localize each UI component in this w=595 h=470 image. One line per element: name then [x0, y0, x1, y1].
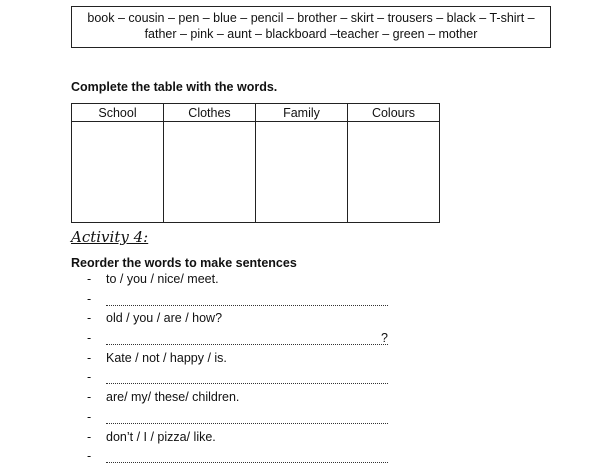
answer-line[interactable] [106, 449, 388, 463]
table-instruction: Complete the table with the words. [71, 80, 278, 94]
prompt-text: are/ my/ these/ children. [106, 390, 240, 405]
answer-row [87, 410, 407, 430]
word-box [71, 6, 551, 48]
prompt-row [87, 430, 407, 450]
answer-line[interactable] [106, 370, 388, 384]
activity-title: Activity 4: [71, 228, 149, 246]
vocabulary-table [71, 103, 440, 223]
dash-marker: - [87, 390, 92, 405]
header-family: Family [256, 104, 348, 122]
dash-marker: - [87, 370, 92, 385]
dash-marker: - [87, 291, 92, 306]
prompt-row [87, 390, 407, 410]
dash-marker: - [87, 331, 92, 346]
answer-line[interactable] [106, 292, 388, 306]
prompt-row [87, 311, 407, 331]
reorder-exercise [87, 272, 407, 469]
dash-marker: - [87, 409, 92, 424]
header-clothes: Clothes [164, 104, 256, 122]
prompt-text: don’t / I / pizza/ like. [106, 429, 216, 444]
prompt-row [87, 272, 407, 292]
activity-instruction: Reorder the words to make sentences [71, 256, 297, 270]
cell-clothes[interactable] [164, 122, 256, 223]
word-box-line-2: father – pink – aunt – blackboard –teacher – green – mother [144, 27, 478, 41]
dash-marker: - [87, 429, 92, 444]
answer-line[interactable] [106, 331, 388, 345]
dash-marker: - [87, 449, 92, 464]
dash-marker: - [87, 311, 92, 326]
dash-marker: - [87, 272, 92, 286]
answer-row [87, 331, 407, 351]
prompt-text: Kate / not / happy / is. [106, 350, 227, 365]
header-school: School [72, 104, 164, 122]
answer-row [87, 292, 407, 312]
answer-row [87, 449, 407, 469]
answer-row [87, 370, 407, 390]
cell-colours[interactable] [348, 122, 440, 223]
cell-family[interactable] [256, 122, 348, 223]
header-colours: Colours [348, 104, 440, 122]
prompt-text: old / you / are / how? [106, 311, 223, 326]
answer-line[interactable] [106, 410, 388, 424]
cell-school[interactable] [72, 122, 164, 223]
answer-end-mark: ? [381, 331, 388, 346]
word-box-line-1: book – cousin – pen – blue – pencil – brother – skirt – trousers – black – T-shirt – [87, 11, 535, 25]
dash-marker: - [87, 350, 92, 365]
prompt-row [87, 351, 407, 371]
prompt-text: to / you / nice/ meet. [106, 272, 219, 286]
